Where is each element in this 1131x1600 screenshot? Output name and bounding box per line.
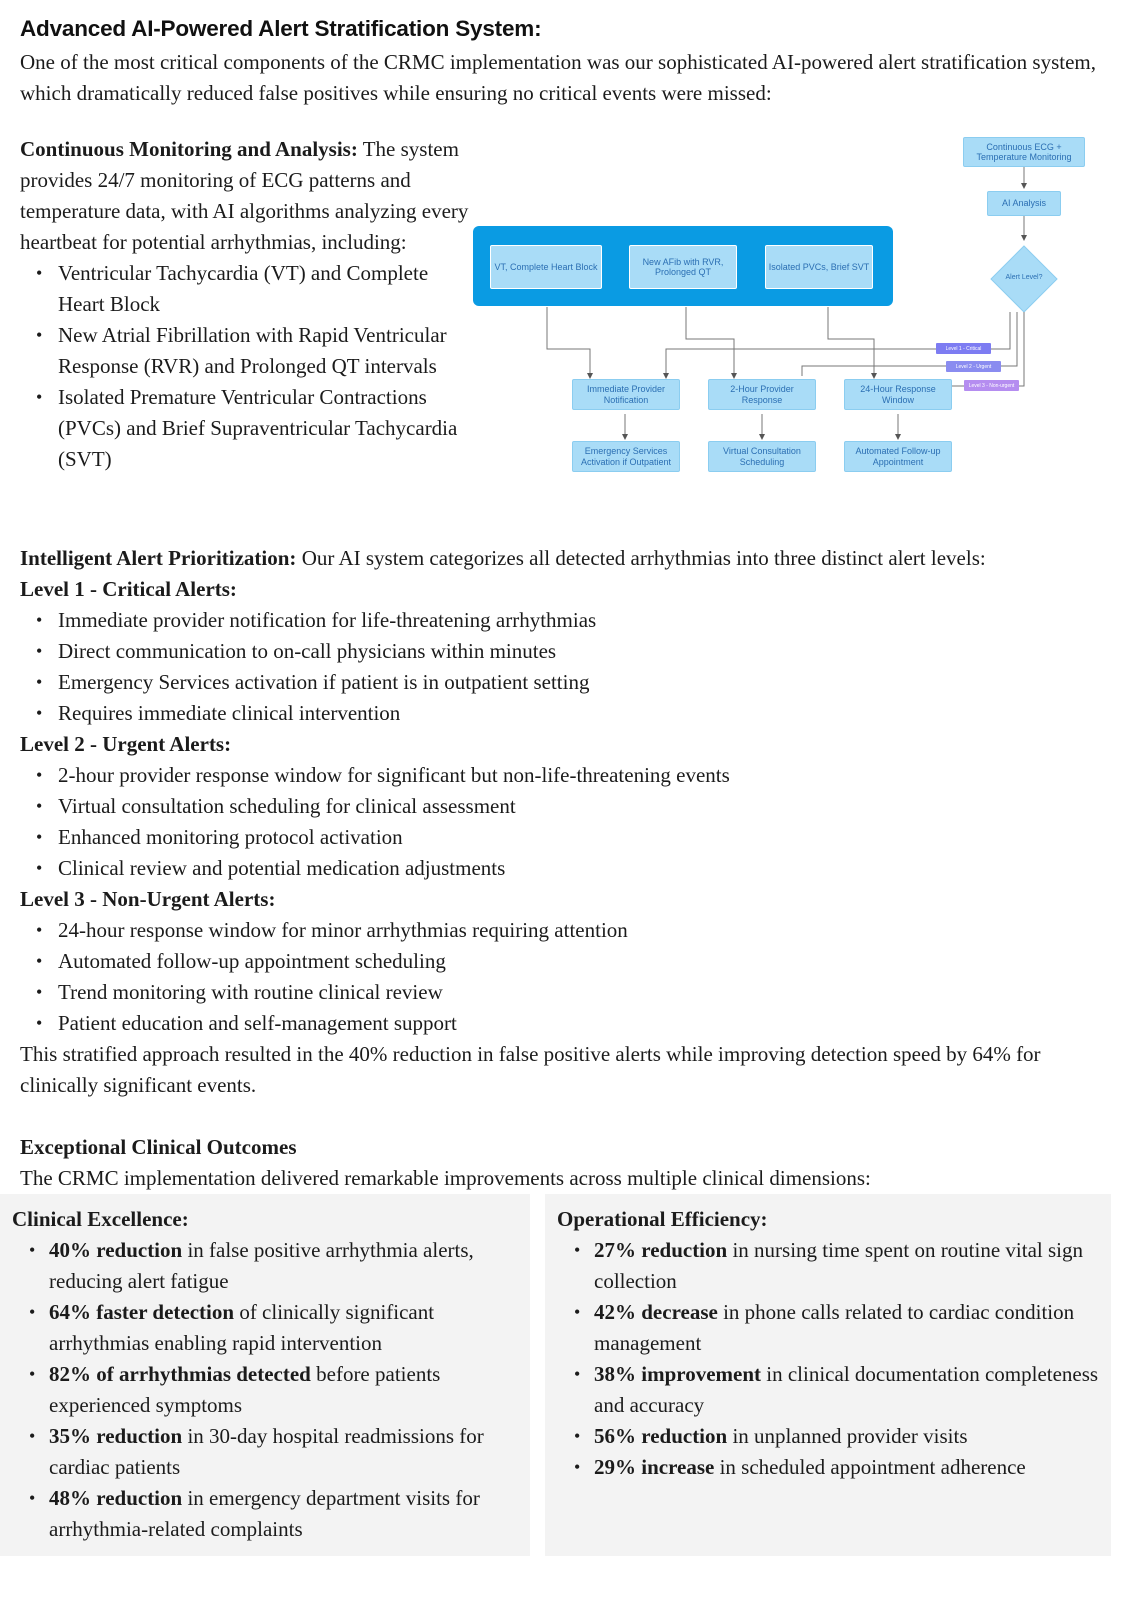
stat-value: 48% reduction bbox=[49, 1486, 183, 1510]
stat-value: 82% of arrhythmias detected bbox=[49, 1362, 311, 1386]
stat-text: of clinically significant arrhythmias enabling rapid intervention bbox=[49, 1300, 435, 1355]
monitoring-paragraph bbox=[20, 134, 475, 258]
clinical-excellence-panel bbox=[0, 1194, 530, 1556]
level-3-list bbox=[20, 915, 1115, 1039]
vt-heart-block-node: VT, Complete Heart Block bbox=[490, 245, 602, 289]
list-item: • Virtual consultation scheduling for clinical assessment bbox=[20, 791, 1115, 822]
stat-value: 56% reduction bbox=[594, 1424, 728, 1448]
level-3-tag: Level 3 - Non-urgent bbox=[964, 380, 1019, 391]
list-item: • Enhanced monitoring protocol activation bbox=[20, 822, 1115, 853]
list-item bbox=[12, 1483, 518, 1545]
level-3-title: Level 3 - Non-Urgent Alerts: bbox=[20, 887, 276, 911]
list-item bbox=[557, 1359, 1099, 1421]
level-1-tag: Level 1 - Critical bbox=[936, 343, 991, 354]
stat-text: in 30-day hospital readmissions for cardiac patients bbox=[49, 1424, 484, 1479]
list-item: • New Atrial Fibrillation with Rapid Ventricular Response (RVR) and Prolonged QT intervals bbox=[20, 320, 475, 382]
stat-value: 42% decrease bbox=[594, 1300, 718, 1324]
pvc-svt-node: Isolated PVCs, Brief SVT bbox=[765, 245, 873, 289]
afib-qt-node: New AFib with RVR, Prolonged QT bbox=[629, 245, 737, 289]
automated-followup-node: Automated Follow-up Appointment bbox=[844, 441, 952, 472]
prioritization-text: Our AI system categorizes all detected arrhythmias into three distinct alert levels: bbox=[296, 546, 986, 570]
level-2-tag: Level 2 - Urgent bbox=[946, 361, 1001, 372]
list-item bbox=[557, 1235, 1099, 1297]
list-item: • Isolated Premature Ventricular Contractions (PVCs) and Brief Supraventricular Tachycardia (SVT) bbox=[20, 382, 475, 475]
level-1-list bbox=[20, 605, 1115, 729]
twenty-four-hour-node: 24-Hour Response Window bbox=[844, 379, 952, 410]
list-item bbox=[12, 1297, 518, 1359]
list-item: • Automated follow-up appointment scheduling bbox=[20, 946, 1115, 977]
immediate-notification-node: Immediate Provider Notification bbox=[572, 379, 680, 410]
summary-paragraph: This stratified approach resulted in the 40% reduction in false positive alerts while improving detection speed by 64% for clinically significant events. bbox=[20, 1042, 1041, 1097]
monitoring-text: The system provides 24/7 monitoring of ECG patterns and temperature data, with AI algorithms analyzing every heartbeat for potential arrhythmias, including: bbox=[20, 137, 469, 254]
monitoring-section bbox=[20, 134, 475, 475]
clinical-excellence-title: Clinical Excellence: bbox=[12, 1207, 189, 1231]
arrhythmia-list bbox=[20, 258, 475, 475]
list-item: • Ventricular Tachycardia (VT) and Complete Heart Block bbox=[20, 258, 475, 320]
list-item: • 2-hour provider response window for significant but non-life-threatening events bbox=[20, 760, 1115, 791]
list-item: • Immediate provider notification for life-threatening arrhythmias bbox=[20, 605, 1115, 636]
list-item: • Requires immediate clinical intervention bbox=[20, 698, 1115, 729]
operational-efficiency-title: Operational Efficiency: bbox=[557, 1207, 768, 1231]
outcomes-text: The CRMC implementation delivered remarkable improvements across multiple clinical dimensions: bbox=[20, 1166, 871, 1190]
operational-efficiency-panel bbox=[545, 1194, 1111, 1556]
stat-value: 27% reduction bbox=[594, 1238, 728, 1262]
prioritization-heading: Intelligent Alert Prioritization: bbox=[20, 546, 297, 570]
list-item: • Direct communication to on-call physicians within minutes bbox=[20, 636, 1115, 667]
stat-text: before patients experienced symptoms bbox=[49, 1362, 441, 1417]
emergency-services-node: Emergency Services Activation if Outpatient bbox=[572, 441, 680, 472]
list-item: • Clinical review and potential medication adjustments bbox=[20, 853, 1115, 884]
stat-text: in unplanned provider visits bbox=[727, 1424, 968, 1448]
intro-paragraph: One of the most critical components of the CRMC implementation was our sophisticated AI-powered alert stratification system, which dramatically reduced false positives while ensuring no critical events were missed: bbox=[20, 50, 1097, 105]
clinical-list bbox=[12, 1235, 518, 1545]
list-item bbox=[557, 1421, 1099, 1452]
stat-text: in nursing time spent on routine vital sign collection bbox=[594, 1238, 1084, 1293]
list-item: • Emergency Services activation if patient is in outpatient setting bbox=[20, 667, 1115, 698]
prioritization-paragraph bbox=[20, 543, 1115, 574]
ai-analysis-node: AI Analysis bbox=[987, 191, 1061, 216]
level-1-title: Level 1 - Critical Alerts: bbox=[20, 577, 237, 601]
list-item bbox=[557, 1297, 1099, 1359]
decision-label: Alert Level? bbox=[1005, 274, 1043, 281]
page-title: Advanced AI-Powered Alert Stratification System: bbox=[20, 16, 542, 41]
list-item: • Patient education and self-management support bbox=[20, 1008, 1115, 1039]
monitoring-heading: Continuous Monitoring and Analysis: bbox=[20, 137, 358, 161]
alert-flowchart bbox=[470, 134, 1090, 484]
stat-text: in false positive arrhythmia alerts, reducing alert fatigue bbox=[49, 1238, 474, 1293]
stat-text: in emergency department visits for arrhythmia-related complaints bbox=[49, 1486, 480, 1541]
list-item bbox=[12, 1235, 518, 1297]
alert-levels-section bbox=[20, 543, 1115, 1194]
outcomes-heading: Exceptional Clinical Outcomes bbox=[20, 1135, 297, 1159]
stat-value: 29% increase bbox=[594, 1455, 715, 1479]
stat-value: 64% faster detection bbox=[49, 1300, 235, 1324]
virtual-consultation-node: Virtual Consultation Scheduling bbox=[708, 441, 816, 472]
stat-value: 40% reduction bbox=[49, 1238, 183, 1262]
level-2-list bbox=[20, 760, 1115, 884]
monitoring-node: Continuous ECG + Temperature Monitoring bbox=[963, 137, 1085, 167]
list-item bbox=[12, 1359, 518, 1421]
list-item bbox=[557, 1452, 1099, 1483]
operational-list bbox=[557, 1235, 1099, 1483]
list-item: • Trend monitoring with routine clinical review bbox=[20, 977, 1115, 1008]
list-item bbox=[12, 1421, 518, 1483]
list-item: • 24-hour response window for minor arrhythmias requiring attention bbox=[20, 915, 1115, 946]
stat-text: in phone calls related to cardiac condition management bbox=[594, 1300, 1075, 1355]
stat-value: 35% reduction bbox=[49, 1424, 183, 1448]
two-hour-response-node: 2-Hour Provider Response bbox=[708, 379, 816, 410]
stat-text: in scheduled appointment adherence bbox=[714, 1455, 1026, 1479]
stat-text: in clinical documentation completeness and accuracy bbox=[594, 1362, 1099, 1417]
flowchart-connectors bbox=[470, 134, 1090, 484]
level-2-title: Level 2 - Urgent Alerts: bbox=[20, 732, 232, 756]
stat-value: 38% improvement bbox=[594, 1362, 762, 1386]
